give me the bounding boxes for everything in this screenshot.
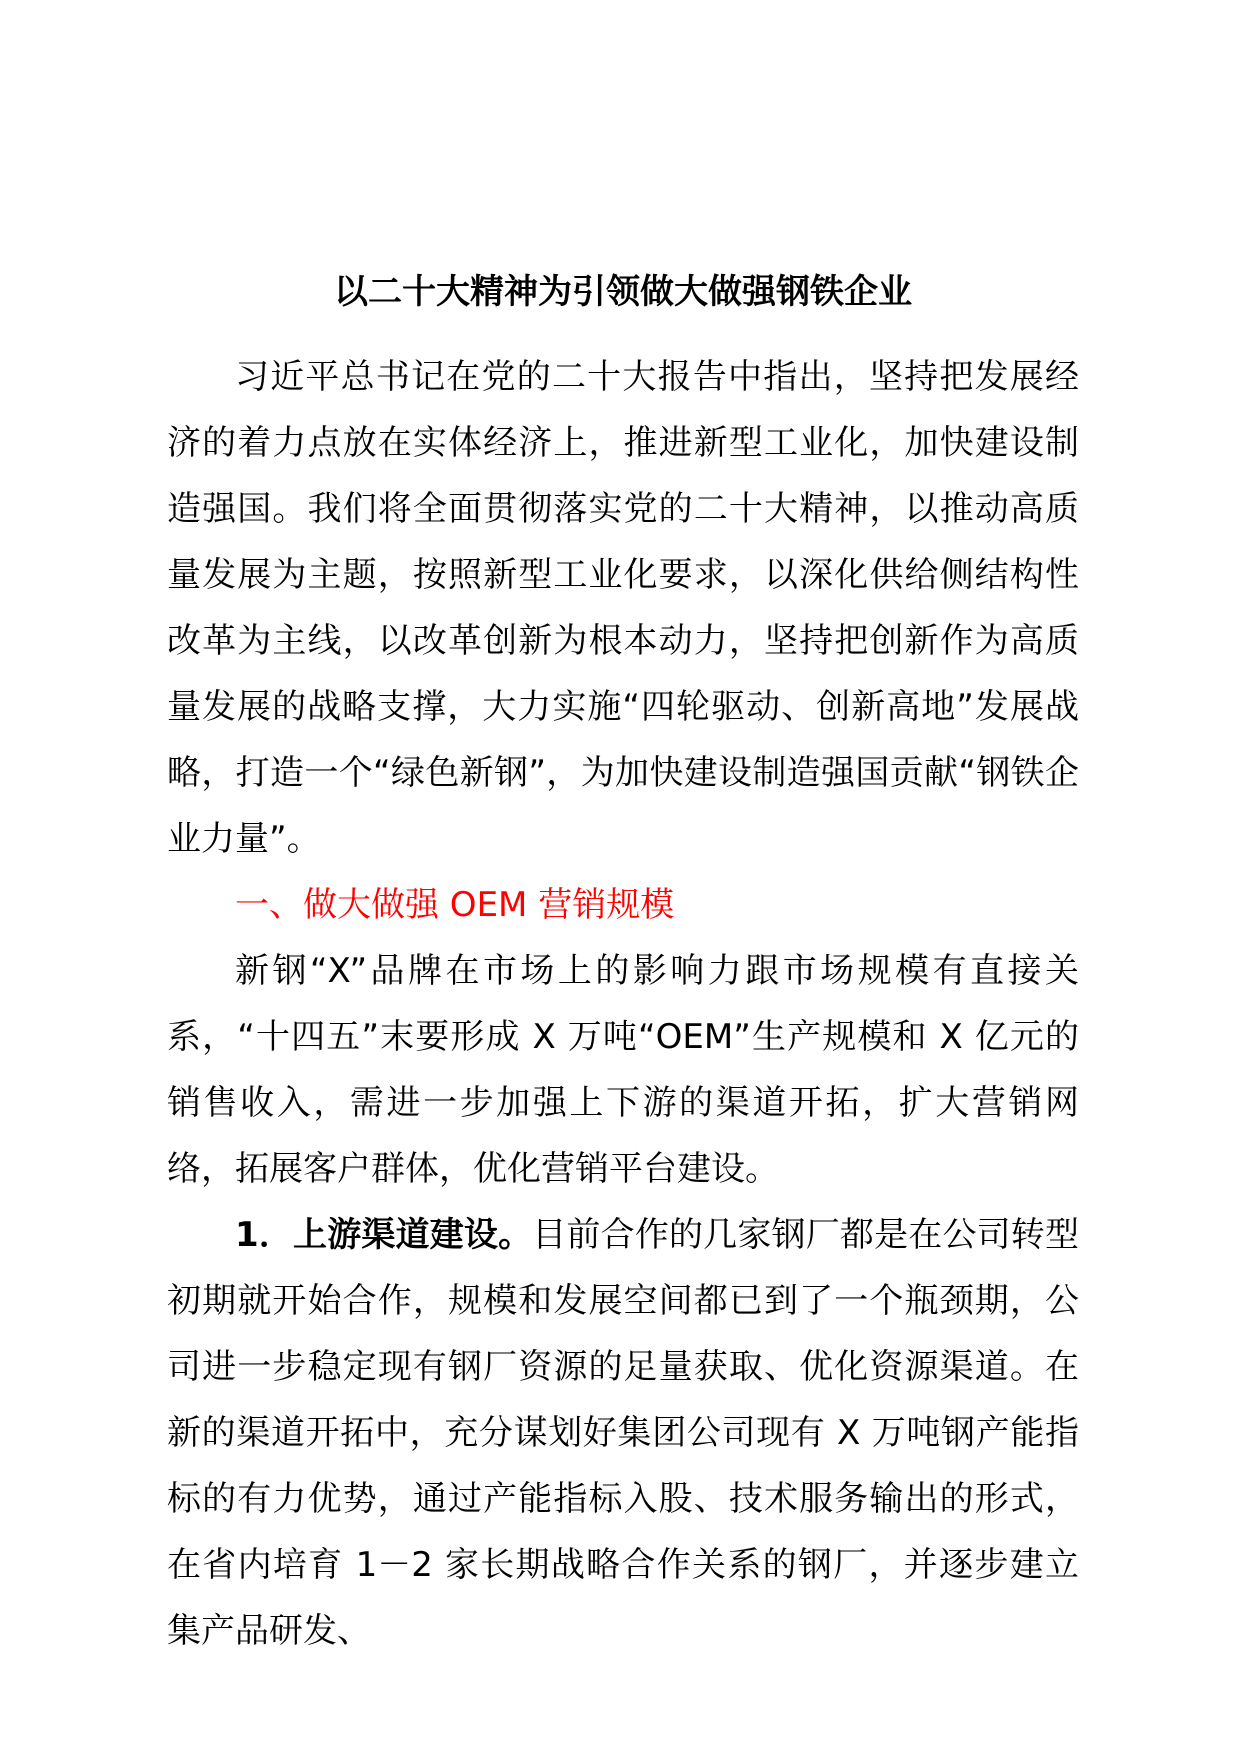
document-body — [167, 262, 1079, 1664]
intro-paragraph: 习近平总书记在党的二十大报告中指出，坚持把发展经济的着力点放在实体经济上，推进新型工业化，加快建设制造强国。我们将全面贯彻落实党的二十大精神，以推动高质量发展为主题，按照新型工业化要求，以深化供给侧结构性改革为主线，以改革创新为根本动力，坚持把创新作为高质量发展的战略支撑，大力实施“四轮驱动、创新高地”发展战略，打造一个“绿色新钢”，为加快建设制造强国贡献“钢铁企业力量”。 — [167, 357, 1079, 859]
section-paragraph: 新钢“X”品牌在市场上的影响力跟市场规模有直接关系，“十四五”末要形成 X 万吨“OEM”生产规模和 X 亿元的销售收入，需进一步加强上下游的渠道开拓，扩大营销网络，拓展客户群体，优化营销平台建设。 — [167, 951, 1079, 1189]
item-text: 目前合作的几家钢厂都是在公司转型初期就开始合作，规模和发展空间都已到了一个瓶颈期，公司进一步稳定现有钢厂资源的足量获取、优化资源渠道。在新的渠道开拓中，充分谋划好集团公司现有 X 万吨钢产能指标的有力优势，通过产能指标入股、技术服务输出的形式，在省内培育 1－2 家长期战略合作关系的钢厂，并逐步建立集产品研发、 — [167, 1215, 1079, 1651]
item-paragraph — [167, 1202, 1079, 1664]
item-lead: 1．上游渠道建设。 — [235, 1215, 533, 1255]
section-heading: 一、做大做强 OEM 营销规模 — [235, 885, 675, 925]
document-title: 以二十大精神为引领做大做强钢铁企业 — [334, 272, 912, 312]
